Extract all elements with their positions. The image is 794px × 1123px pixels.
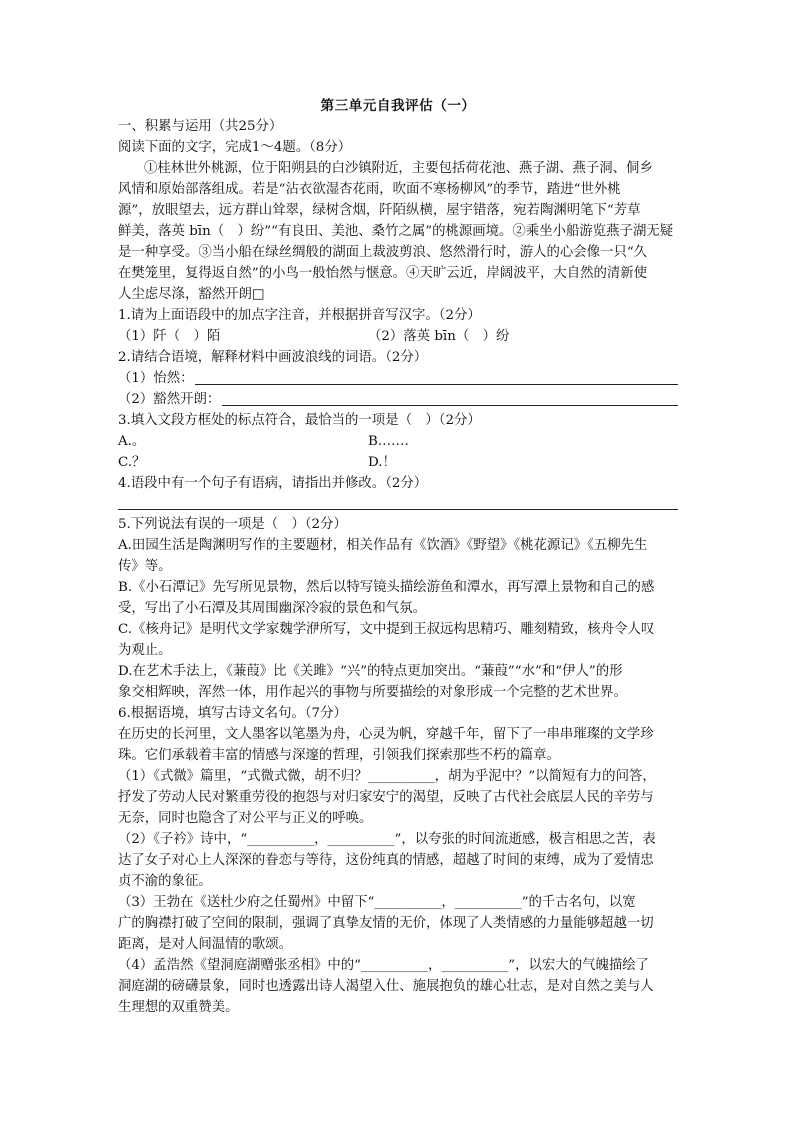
question-3: 3.填入文段方框处的标点符合，最恰当的一项是（ ）（2分） [118,413,481,428]
q2-item-a: （1）怡然： [118,371,194,386]
q6-item-3-line[interactable]: （3）王勃在《送杜少府之任蜀州》中留下“__________，__________”的千古名句，以宽 [118,895,636,910]
q2-answer-row-a [118,368,678,389]
reading-intro: 阅读下面的文字，完成1～4题。（8分） [118,140,352,155]
q1-item-b[interactable]: （2）落英 bīn（ ）纷 [368,329,510,344]
question-1: 1.请为上面语段中的加点字注音，并根据拼音写汉字。（2分） [118,308,481,323]
q6-item-2-line: 贞不渝的象征。 [118,874,212,889]
q5-option-a[interactable]: A.田园生活是陶渊明写作的主要题材，相关作品有《饮酒》《野望》《桃花源记》《五柳先生 [118,538,648,553]
q4-answer-line[interactable] [118,508,678,510]
q6-item-2-line: 达了女子对心上人深深的眷恋与等待，这份纯真的情感，超越了时间的束缚，成为了爱情忠 [118,853,654,868]
q5-option-a-cont: 传》等。 [118,559,172,574]
q6-item-3-line: 距离，是对人间温情的歌颂。 [118,937,293,952]
q6-item-3 [118,892,678,955]
q6-item-1-line: 无奈，同时也隐含了对公平与正义的呼唤。 [118,811,373,826]
question-2: 2.请结合语境，解释材料中画波浪线的词语。（2分） [118,350,428,365]
passage-line: 风情和原始部落组成。若是“沾衣欲湿杏花雨，吹面不寒杨柳风”的季节，踏进“世外桃 [118,182,621,197]
q3-option-d[interactable]: D.！ [368,455,396,470]
q6-item-1-line: 抒发了劳动人民对繁重劳役的抱怨与对归家安宁的渴望，反映了古代社会底层人民的辛劳与 [118,790,654,805]
passage-line: 鲜美，落英 bīn（ ）纷”“有良田、美池、桑竹之属”的桃源画境。②乘坐小船游览燕子湖无疑 [118,224,674,239]
q5-option-d[interactable]: D.在艺术手法上，《蒹葭》比《关雎》“兴”的特点更加突出。“蒹葭”“水”和“伊人”的形 [118,664,623,679]
q6-item-3-line: 广的胸襟打破了空间的限制，强调了真挚友情的无价，体现了人类情感的力量能够超越一切 [118,916,654,931]
q6-intro-line: 珠。它们承载着丰富的情感与深邃的哲理，引领我们探索那些不朽的篇章。 [118,748,560,763]
q3-option-a[interactable]: A.。 [118,434,146,449]
q6-intro-line: 在历史的长河里，文人墨客以笔墨为舟，心灵为帆，穿越千年，留下了一串串璀璨的文学珍 [118,727,654,742]
q3-option-b[interactable]: B.…… [368,434,409,449]
section-heading: 一、积累与运用（共25分） [118,119,283,134]
q6-item-4 [118,955,678,1018]
q5-option-c[interactable]: C.《核舟记》是明代文学家魏学洢所写，文中提到王叔远构思精巧、雕刻精致，核舟令人叹 [118,622,655,637]
q5-options [118,535,678,703]
q6-item-2-line[interactable]: （2）《子衿》诗中，“__________，__________”，以夸张的时间流逝感，极言相思之苦，表 [118,832,656,847]
q5-option-c-cont: 为观止。 [118,643,172,658]
q6-item-1 [118,766,678,829]
q2-item-b: （2）豁然开朗： [118,392,221,407]
passage-line: 是一种享受。③当小船在绿丝绸般的湖面上裁波剪浪、悠然滑行时，游人的心会像一只“久 [118,245,648,260]
q3-options-row-2 [118,452,678,473]
q6-item-2 [118,829,678,892]
q2-answer-line-a[interactable] [195,370,678,385]
q6-item-1-line[interactable]: （1）《式微》篇里，“式微式微，胡不归？__________，胡为乎泥中？”以简短有力的问答， [118,769,656,784]
q2-answer-line-b[interactable] [222,391,678,406]
question-6: 6.根据语境，填写古诗文名句。（7分） [118,706,347,721]
page-title: 第三单元自我评估（一） [320,98,476,114]
q5-option-b[interactable]: B.《小石潭记》先写所见景物，然后以特写镜头描绘游鱼和潭水，再写潭上景物和自己的感 [118,580,655,595]
q1-item-a[interactable]: （1）阡（ ）陌 [118,329,221,344]
question-4: 4.语段中有一个句子有语病，请指出并修改。（2分） [118,476,428,491]
q2-answer-row-b [118,389,678,410]
q6-item-4-line[interactable]: （4）孟浩然《望洞庭湖赠张丞相》中的“__________，__________”，以宏大的气魄描绘了 [118,958,650,973]
q6-item-4-line: 生理想的双重赞美。 [118,1000,239,1015]
worksheet-page [118,96,678,1018]
passage-line: 源”，放眼望去，远方群山耸翠，绿树含烟，阡陌纵横，屋宇错落，宛若陶渊明笔下“芳草 [118,203,641,218]
q6-item-4-line: 洞庭湖的磅礴景象，同时也透露出诗人渴望入仕、施展抱负的雄心壮志，是对自然之美与人 [118,979,654,994]
passage-line: 人尘虑尽涤，豁然开朗□ [118,287,265,302]
passage-line: ①桂林世外桃源，位于阳朔县的白沙镇附近，主要包括荷花池、燕子湖、燕子洞、侗乡 [144,161,653,176]
q5-option-d-cont: 象交相辉映，浑然一体，用作起兴的事物与所要描绘的对象形成一个完整的艺术世界。 [118,685,627,700]
question-5: 5.下列说法有误的一项是（ ）（2分） [118,517,347,532]
q5-option-b-cont: 受，写出了小石潭及其周围幽深冷寂的景色和气氛。 [118,601,426,616]
q3-options-row-1 [118,431,678,452]
reading-passage [118,158,678,305]
passage-line: 在樊笼里，复得返自然”的小鸟一般怡然与惬意。④天旷云近，岸阔波平，大自然的清新使 [118,266,648,281]
question-1-items [118,326,678,347]
q3-option-c[interactable]: C.？ [118,455,146,470]
